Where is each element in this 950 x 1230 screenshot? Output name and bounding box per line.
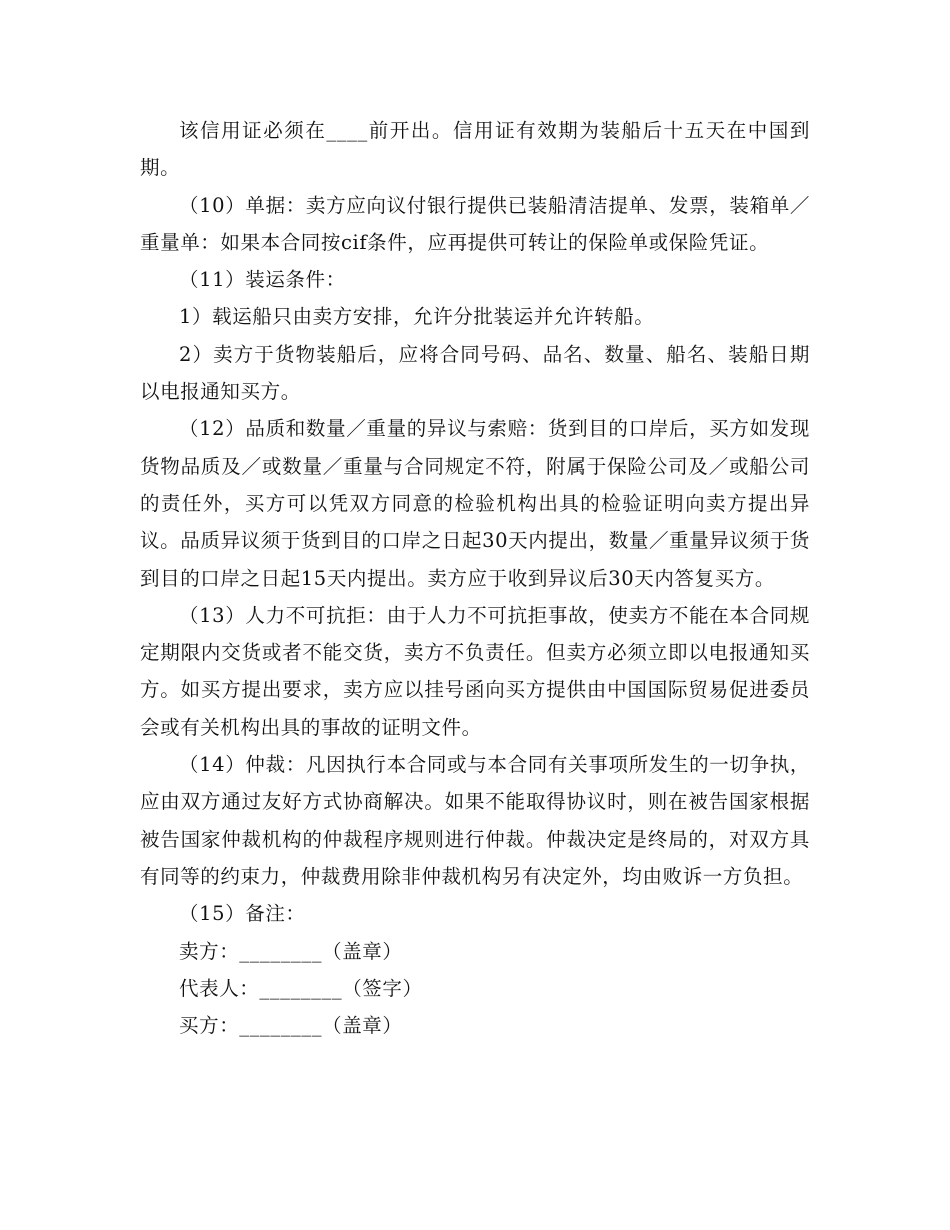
paragraph-lc-validity: 该信用证必须在____前开出。信用证有效期为装船后十五天在中国到期。	[140, 119, 810, 180]
paragraph-arbitration: （14）仲裁：凡因执行本合同或与本合同有关事项所发生的一切争执，应由双方通过友好方式协商解决。如果不能取得协议时，则在被告国家根据被告国家仲裁机构的仲裁程序规则进行仲裁。仲裁决定是终局的，对双方具有同等的约束力，仲裁费用除非仲裁机构另有决定外，均由败诉一方负担。	[140, 753, 810, 888]
seller-signature-line: 卖方：________（盖章）	[179, 939, 403, 963]
paragraph-shipping-item-1: 1）载运船只由卖方安排，允许分批装运并允许转船。	[179, 305, 655, 329]
document-body	[140, 112, 810, 1044]
representative-signature-line: 代表人：________（签字）	[179, 976, 423, 1000]
paragraph-shipping-terms: （11）装运条件：	[179, 268, 346, 292]
paragraph-remarks: （15）备注：	[179, 902, 306, 926]
paragraph-force-majeure: （13）人力不可抗拒：由于人力不可抗拒事故，使卖方不能在本合同规定期限内交货或者不能交货，卖方不负责任。但卖方必须立即以电报通知买方。如买方提出要求，卖方应以挂号函向买方提供由中国国际贸易促进委员会或有关机构出具的事故的证明文件。	[140, 603, 810, 739]
paragraph-documents: （10）单据：卖方应向议付银行提供已装船清洁提单、发票，装箱单／重量单：如果本合同按cif条件，应再提供可转让的保险单或保险凭证。	[140, 193, 810, 254]
buyer-signature-line: 买方：________（盖章）	[179, 1014, 403, 1038]
paragraph-shipping-item-2: 2）卖方于货物装船后，应将合同号码、品名、数量、船名、装船日期以电报通知买方。	[140, 342, 810, 404]
paragraph-claims: （12）品质和数量／重量的异议与索赔：货到目的口岸后，买方如发现货物品质及／或数量／重量与合同规定不符，附属于保险公司及／或船公司的责任外，买方可以凭双方同意的检验机构出具的检验证明向卖方提出异议。品质异议须于货到目的口岸之日起30天内提出，数量／重量异议须于货到目的口岸之日起15天内提出。卖方应于收到异议后30天内答复买方。	[140, 417, 810, 590]
